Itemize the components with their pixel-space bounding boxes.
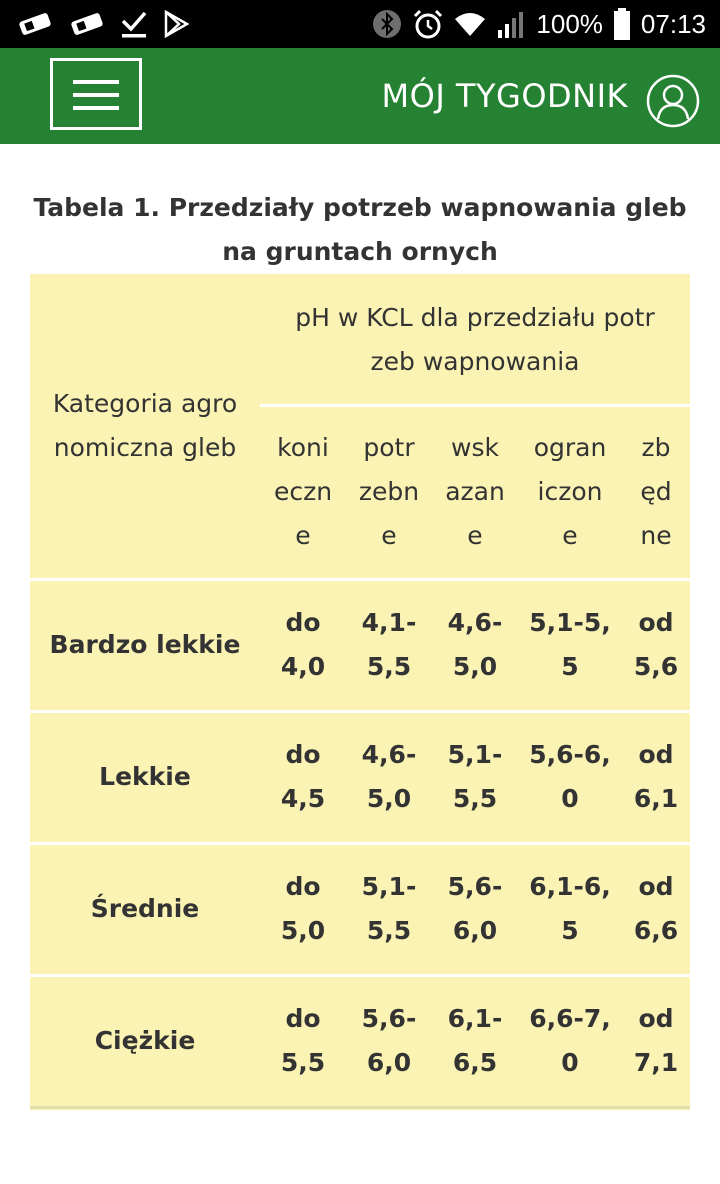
table-cell (270, 844, 336, 974)
cell-text: 5 (561, 916, 579, 945)
cell-text: 5 (561, 652, 579, 681)
header-ph-group (260, 292, 690, 388)
table-cell (622, 976, 690, 1106)
header-text: e (381, 521, 397, 550)
header-text: wsk (451, 433, 499, 462)
table-cell (622, 844, 690, 974)
table-caption (24, 186, 696, 274)
cell-text: do (285, 1004, 321, 1033)
header-text: koni (277, 433, 329, 462)
table-cell (346, 580, 432, 710)
table-cell (432, 976, 518, 1106)
caption-line: Tabela 1. Przedziały potrzeb wapnowania gleb (33, 193, 687, 222)
notification-icon (16, 11, 54, 37)
row-category: Ciężkie (94, 1026, 196, 1055)
cell-text: 6,6 (633, 916, 679, 945)
table-cell (432, 712, 518, 842)
header-col-konieczne (270, 426, 336, 558)
clock: 07:13 (640, 8, 706, 39)
header-text: e (295, 521, 311, 550)
cell-text: 6,0 (452, 916, 498, 945)
table-cell (622, 580, 690, 710)
table-cell (432, 844, 518, 974)
cell-text: 5,6- (447, 872, 503, 901)
alarm-icon (412, 8, 444, 40)
cell-text: 4,1- (361, 608, 417, 637)
cell-text: 6,1- (447, 1004, 503, 1033)
cell-text: 5,5 (280, 1048, 326, 1077)
cell-text: 5,6-6, (529, 740, 611, 769)
cell-text: 5,5 (366, 916, 412, 945)
header-text: eczn (273, 477, 333, 506)
table-cell (270, 976, 336, 1106)
table-bottom-border (30, 1106, 690, 1109)
header-col-ograniczone (518, 426, 622, 558)
cell-text: 5,1- (361, 872, 417, 901)
battery-percent: 100% (536, 8, 603, 39)
cell-text: 6,5 (452, 1048, 498, 1077)
cell-text: 5,0 (280, 916, 326, 945)
wifi-icon (454, 11, 486, 37)
header-text: Kategoria agro (52, 389, 238, 418)
header-col-zbedne (622, 426, 690, 558)
cell-text: 5,5 (452, 784, 498, 813)
header-text: zb (641, 433, 671, 462)
table-cell (518, 976, 622, 1106)
header-text: zeb wapnowania (370, 347, 580, 376)
cell-text: do (285, 872, 321, 901)
table-cell (432, 580, 518, 710)
header-text: iczon (537, 477, 603, 506)
cell-text: 5,1-5, (529, 608, 611, 637)
cell-text: do (285, 608, 321, 637)
app-bar (0, 48, 720, 144)
header-col-potrzebne (346, 426, 432, 558)
cell-text: 5,0 (366, 784, 412, 813)
table-cell (622, 712, 690, 842)
header-text: ogran (533, 433, 607, 462)
status-bar (0, 0, 720, 48)
cell-text: 4,6- (447, 608, 503, 637)
table-cell (518, 712, 622, 842)
cell-text: 6,0 (366, 1048, 412, 1077)
cell-text: 5,5 (366, 652, 412, 681)
header-category (30, 274, 260, 578)
cell-text: 6,6-7, (529, 1004, 611, 1033)
header-text: ęd (640, 477, 672, 506)
header-text: e (562, 521, 578, 550)
cell-text: 5,6 (633, 652, 679, 681)
cell-text: 0 (561, 1048, 579, 1077)
cell-text: 0 (561, 784, 579, 813)
table-cell (518, 580, 622, 710)
menu-button[interactable] (50, 58, 142, 130)
row-category: Lekkie (99, 762, 191, 791)
cell-text: od (638, 608, 674, 637)
notification-icon (68, 11, 106, 37)
cell-text: 6,1-6, (529, 872, 611, 901)
cell-text: 4,5 (280, 784, 326, 813)
header-text: pH w KCL dla przedziału potr (295, 303, 655, 332)
bluetooth-icon (372, 9, 402, 39)
header-text: potr (363, 433, 415, 462)
app-title[interactable]: MÓJ TYGODNIK (381, 77, 628, 115)
menu-icon-line (73, 93, 119, 97)
cell-text: 5,1- (447, 740, 503, 769)
cell-text: 5,6- (361, 1004, 417, 1033)
profile-icon[interactable] (646, 74, 700, 128)
header-text: ne (640, 521, 672, 550)
table-cell (346, 976, 432, 1106)
download-done-icon (120, 9, 148, 39)
row-category: Bardzo lekkie (49, 630, 241, 659)
menu-icon-line (73, 106, 119, 110)
header-text: nomiczna gleb (53, 433, 237, 462)
header-text: e (467, 521, 483, 550)
signal-icon (496, 10, 526, 38)
row-divider (260, 404, 690, 407)
cell-text: 6,1 (633, 784, 679, 813)
table-cell (346, 844, 432, 974)
caption-line: na gruntach ornych (222, 237, 498, 266)
cell-text: 4,6- (361, 740, 417, 769)
table-cell (518, 844, 622, 974)
cell-text: od (638, 1004, 674, 1033)
liming-table (30, 274, 690, 1110)
header-text: zebn (358, 477, 420, 506)
cell-text: od (638, 740, 674, 769)
menu-icon (73, 80, 119, 84)
table-cell (270, 712, 336, 842)
table-cell (270, 580, 336, 710)
cell-text: 4,0 (280, 652, 326, 681)
header-col-wskazane (432, 426, 518, 558)
battery-icon (613, 8, 631, 40)
cell-text: 5,0 (452, 652, 498, 681)
header-text: azan (445, 477, 505, 506)
play-store-icon (162, 9, 190, 39)
table-cell (346, 712, 432, 842)
cell-text: od (638, 872, 674, 901)
row-category: Średnie (90, 894, 200, 923)
cell-text: 7,1 (633, 1048, 679, 1077)
cell-text: do (285, 740, 321, 769)
